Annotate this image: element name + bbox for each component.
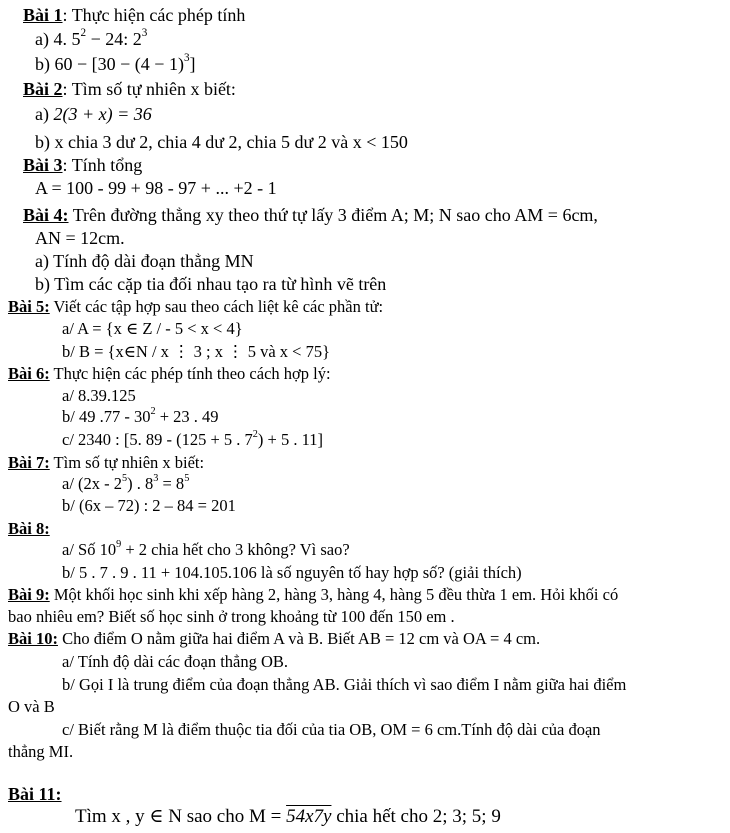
exercise-2a [35, 103, 152, 125]
exercise-6b-exp: 2 [150, 405, 156, 417]
exercise-3-expr: A = 100 - 99 + 98 - 97 + ... +2 - 1 [35, 178, 277, 198]
exercise-4-text1: Trên đường thẳng xy theo thứ tự lấy 3 điểm A; M; N sao cho AM = 6cm, [68, 205, 598, 225]
exercise-1a-term2: − 24: 2 [86, 29, 142, 49]
exercise-1b-end: ] [189, 54, 196, 74]
exercise-4-text2: AN = 12cm. [35, 228, 125, 248]
exercise-2b: b) x chia 3 dư 2, chia 4 dư 2, chia 5 dư 2 và x < 150 [35, 132, 408, 152]
exercise-8-heading [8, 518, 50, 540]
exercise-7-heading [8, 452, 204, 474]
exercise-8-title: Bài 8: [8, 519, 50, 538]
exercise-4a: a) Tính độ dài đoạn thẳng MN [35, 251, 254, 271]
exercise-6c-post: ) + 5 . 11] [257, 430, 323, 449]
exercise-5-text: Viết các tập hợp sau theo cách liệt kê các phần tử: [49, 297, 384, 316]
exercise-6c-exp: 2 [252, 428, 258, 440]
exercise-8a-pre: a/ Số 10 [62, 540, 117, 559]
exercise-5-title: Bài 5: [8, 297, 50, 316]
exercise-1a [35, 28, 147, 50]
exercise-10-title: Bài 10: [8, 629, 58, 648]
exercise-2a-label: a) [35, 104, 54, 124]
exercise-2-text: : Tìm số tự nhiên x biết: [62, 79, 236, 99]
exercise-9-title: Bài 9: [8, 585, 50, 604]
exercise-11-post: chia hết cho 2; 3; 5; 9 [331, 806, 501, 827]
exercise-2a-expr: 2(3 + x) = 36 [53, 104, 152, 124]
exercise-8a-exp: 9 [116, 538, 122, 550]
exercise-7a-exp3: 5 [184, 472, 190, 484]
exercise-1b-label: b) [35, 54, 55, 74]
exercise-6-heading [8, 363, 331, 385]
exercise-1-text: : Thực hiện các phép tính [62, 5, 246, 25]
exercise-1b-main: 60 − [30 − (4 − 1) [54, 54, 184, 74]
exercise-11-text [75, 806, 501, 828]
exercise-4-title: Bài 4: [23, 205, 69, 225]
exercise-7b: b/ (6x – 72) : 2 – 84 = 201 [62, 496, 236, 515]
exercise-1a-label: a) [35, 29, 54, 49]
exercise-6b [62, 406, 219, 428]
exercise-6a: a/ 8.39.125 [62, 386, 136, 405]
exercise-7a [62, 473, 189, 495]
exercise-10c-line1: c/ Biết rằng M là điểm thuộc tia đối của tia OB, OM = 6 cm.Tính độ dài của đoạn [62, 720, 601, 739]
exercise-11-title: Bài 11: [8, 784, 62, 804]
exercise-6-title: Bài 6: [8, 364, 50, 383]
exercise-4b: b) Tìm các cặp tia đối nhau tạo ra từ hình vẽ trên [35, 274, 387, 294]
exercise-1-title: Bài 1 [23, 5, 63, 25]
exercise-11-pre: Tìm x , y ∈ N sao cho M = [75, 806, 287, 827]
exercise-7a-mid2: = 8 [158, 474, 185, 493]
exercise-8a-post: + 2 chia hết cho 3 không? Vì sao? [121, 540, 350, 559]
exercise-6c [62, 429, 323, 451]
exercise-1-heading [23, 4, 245, 26]
exercise-11-number-overline: 54x7y [286, 806, 332, 827]
exercise-7a-mid: ) . 8 [127, 474, 154, 493]
exercise-2-heading [23, 78, 236, 100]
exercise-5a: a/ A = {x ∈ Z / - 5 < x < 4} [62, 319, 243, 338]
exercise-2-title: Bài 2 [23, 79, 63, 99]
exercise-7-title: Bài 7: [8, 453, 50, 472]
exercise-1b [35, 53, 196, 75]
exercise-1b-exp: 3 [183, 52, 190, 65]
exercise-6b-post: + 23 . 49 [155, 407, 219, 426]
exercise-6b-pre: b/ 49 .77 - 30 [62, 407, 151, 426]
exercise-1a-exp1: 2 [80, 27, 87, 40]
exercise-4-heading [23, 204, 598, 226]
exercise-8a [62, 539, 350, 561]
exercise-1a-exp2: 3 [141, 27, 148, 40]
exercise-10-heading [8, 628, 540, 650]
exercise-9-text1: Một khối học sinh khi xếp hàng 2, hàng 3, hàng 4, hàng 5 đều thừa 1 em. Hỏi khối có [49, 585, 619, 604]
exercise-3-text: : Tính tổng [62, 155, 143, 175]
exercise-6-text: Thực hiện các phép tính theo cách hợp lý: [49, 364, 331, 383]
exercise-10a: a/ Tính độ dài các đoạn thẳng OB. [62, 652, 289, 671]
exercise-10c-line2: thẳng MI. [8, 742, 74, 761]
exercise-10-text: Cho điểm O nằm giữa hai điểm A và B. Biết AB = 12 cm và OA = 4 cm. [57, 629, 541, 648]
exercise-9-text2: bao nhiêu em? Biết số học sinh ở trong khoảng từ 100 đến 150 em . [8, 607, 455, 626]
exercise-7a-exp2: 3 [153, 472, 159, 484]
exercise-5-heading [8, 296, 383, 318]
exercise-10b-line1: b/ Gọi I là trung điểm của đoạn thẳng AB. Giải thích vì sao điểm I nằm giữa hai điểm [62, 675, 627, 694]
exercise-10b-line2: O và B [8, 697, 55, 716]
exercise-5b: b/ B = {x∈N / x ⋮ 3 ; x ⋮ 5 và x < 75} [62, 342, 331, 361]
exercise-1a-term1: 4. 5 [53, 29, 81, 49]
exercise-6c-pre: c/ 2340 : [5. 89 - (125 + 5 . 7 [62, 430, 253, 449]
exercise-3-title: Bài 3 [23, 155, 63, 175]
exercise-9-heading [8, 584, 618, 606]
exercise-3-heading [23, 154, 142, 176]
exercise-7-text: Tìm số tự nhiên x biết: [49, 453, 205, 472]
exercise-7a-pre: a/ (2x - 2 [62, 474, 123, 493]
exercise-7a-exp1: 5 [122, 472, 128, 484]
exercise-8b: b/ 5 . 7 . 9 . 11 + 104.105.106 là số nguyên tố hay hợp số? (giải thích) [62, 563, 522, 582]
exercise-11-heading [8, 783, 62, 805]
